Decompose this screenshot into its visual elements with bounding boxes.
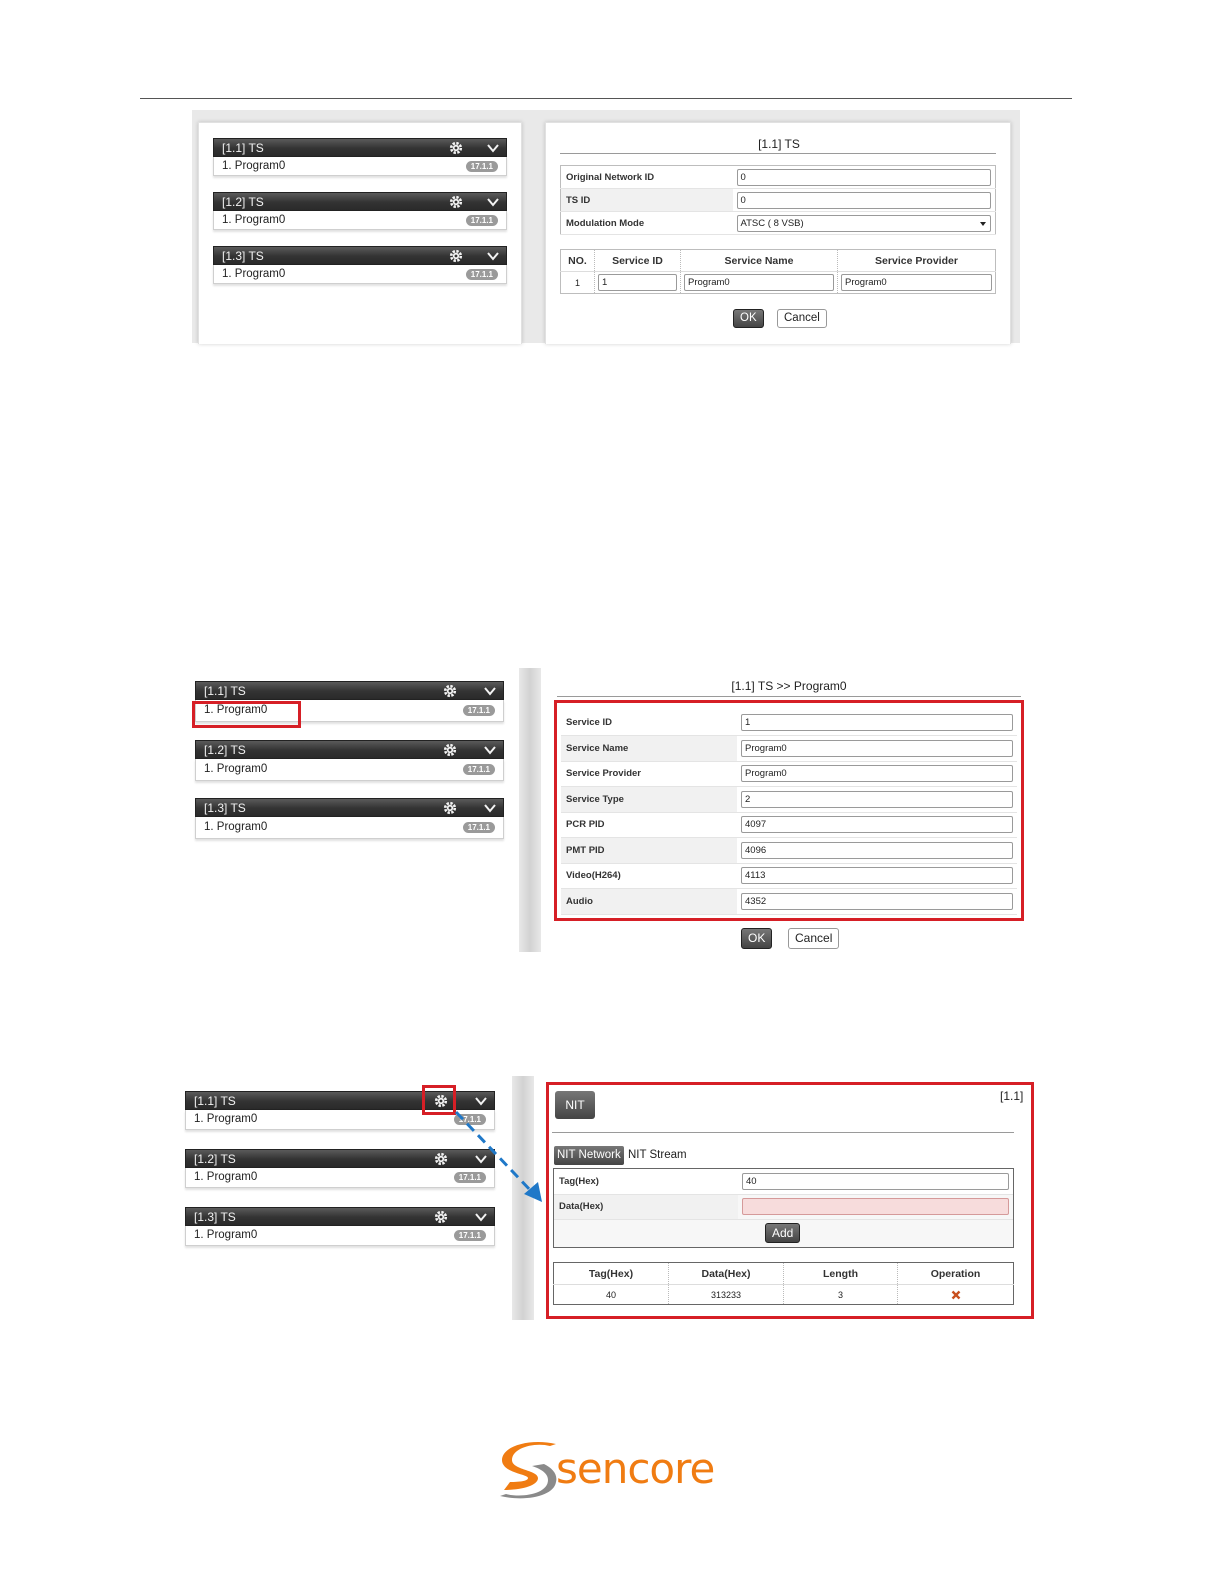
tab-nit-network[interactable]: NIT Network bbox=[554, 1146, 624, 1165]
panel-title: [1.1] TS >> Program0 bbox=[731, 679, 847, 693]
field-label: Modulation Mode bbox=[561, 212, 733, 235]
cancel-button[interactable]: Cancel bbox=[788, 928, 839, 949]
pmt-pid-input[interactable]: 4096 bbox=[741, 842, 1013, 859]
length-cell: 3 bbox=[784, 1285, 898, 1305]
version-badge: 17.1.1 bbox=[466, 269, 498, 280]
program-row[interactable] bbox=[213, 211, 507, 230]
service-type-input[interactable]: 2 bbox=[741, 791, 1013, 808]
version-badge: 17.1.1 bbox=[463, 705, 495, 716]
ts-header[interactable] bbox=[213, 246, 507, 265]
ts-block-1-3 bbox=[185, 1207, 495, 1246]
program-row[interactable] bbox=[195, 817, 504, 839]
program-label: 1. Program0 bbox=[204, 763, 268, 775]
data-cell: 313233 bbox=[669, 1285, 784, 1305]
version-badge: 17.1.1 bbox=[454, 1230, 486, 1241]
service-name-input[interactable]: Program0 bbox=[741, 740, 1013, 757]
service-provider-input[interactable]: Program0 bbox=[841, 274, 992, 291]
field-label: Service ID bbox=[561, 710, 737, 736]
ts-id-input[interactable]: 0 bbox=[737, 192, 992, 209]
col-header: Service Provider bbox=[838, 250, 996, 272]
program-label: 1. Program0 bbox=[222, 160, 286, 172]
program-row[interactable] bbox=[195, 759, 504, 781]
screenshot-nit-config bbox=[180, 1076, 1036, 1320]
service-provider-input[interactable]: Program0 bbox=[741, 765, 1013, 782]
field-label: Tag(Hex) bbox=[554, 1169, 738, 1194]
ts-form bbox=[560, 165, 996, 235]
screenshot-ts-config bbox=[192, 110, 1020, 343]
version-badge: 17.1.1 bbox=[454, 1114, 486, 1125]
program-label: 1. Program0 bbox=[204, 821, 268, 833]
chevron-down-icon[interactable] bbox=[474, 1210, 488, 1224]
service-table bbox=[560, 249, 996, 294]
col-header: Length bbox=[784, 1263, 898, 1285]
ts-header-label: [1.3] TS bbox=[204, 801, 246, 815]
ts-header-label: [1.1] TS bbox=[222, 141, 264, 155]
field-label: Service Name bbox=[561, 736, 737, 762]
video-pid-input[interactable]: 4113 bbox=[741, 867, 1013, 884]
field-label: Service Type bbox=[561, 787, 737, 813]
program-label: 1. Program0 bbox=[194, 1113, 258, 1125]
highlight-program-form bbox=[554, 700, 1024, 921]
col-header: Data(Hex) bbox=[669, 1263, 784, 1285]
gear-icon[interactable] bbox=[442, 800, 458, 816]
gear-icon[interactable] bbox=[448, 194, 464, 210]
service-id-input[interactable]: 1 bbox=[741, 714, 1013, 731]
panel-title: [1.1] TS bbox=[758, 137, 800, 151]
col-header: Service ID bbox=[595, 250, 681, 272]
page-header-rule bbox=[140, 98, 1072, 99]
gear-icon[interactable] bbox=[448, 140, 464, 156]
ts-header-label: [1.2] TS bbox=[204, 743, 246, 757]
version-badge: 17.1.1 bbox=[454, 1172, 486, 1183]
sencore-logo-text: sencore bbox=[556, 1444, 715, 1493]
ts-detail-panel bbox=[545, 122, 1011, 344]
ts-header[interactable] bbox=[185, 1207, 495, 1226]
ok-button[interactable]: OK bbox=[733, 309, 764, 328]
ts-header[interactable] bbox=[195, 681, 504, 700]
cancel-button[interactable]: Cancel bbox=[777, 309, 827, 328]
program-label: 1. Program0 bbox=[222, 214, 286, 226]
ts-block-1-2 bbox=[195, 740, 504, 781]
chevron-down-icon[interactable] bbox=[483, 801, 497, 815]
modulation-mode-select[interactable]: ATSC ( 8 VSB) bbox=[737, 215, 992, 232]
ts-block-1-1 bbox=[213, 138, 507, 176]
col-header: NO. bbox=[561, 250, 595, 272]
program-row[interactable] bbox=[213, 157, 507, 176]
field-label: PCR PID bbox=[561, 812, 737, 838]
add-button[interactable]: Add bbox=[765, 1223, 800, 1243]
program-row[interactable] bbox=[185, 1226, 495, 1246]
service-name-input[interactable]: Program0 bbox=[684, 274, 834, 291]
field-label: TS ID bbox=[561, 189, 733, 212]
screenshot-program-config bbox=[190, 668, 1026, 952]
ts-header[interactable] bbox=[195, 798, 504, 817]
chevron-down-icon[interactable] bbox=[486, 195, 500, 209]
ts-header[interactable] bbox=[213, 138, 507, 157]
col-header: Operation bbox=[898, 1263, 1014, 1285]
ts-header-label: [1.2] TS bbox=[222, 195, 264, 209]
version-badge: 17.1.1 bbox=[463, 764, 495, 775]
field-label: Data(Hex) bbox=[554, 1194, 738, 1219]
table-row bbox=[561, 272, 996, 294]
field-label: Original Network ID bbox=[561, 166, 733, 189]
program-label: 1. Program0 bbox=[204, 704, 268, 716]
pcr-pid-input[interactable]: 4097 bbox=[741, 816, 1013, 833]
ts-header-label: [1.2] TS bbox=[194, 1152, 236, 1166]
title-divider bbox=[560, 153, 996, 154]
service-id-input[interactable]: 1 bbox=[598, 274, 677, 291]
ts-header[interactable] bbox=[185, 1149, 495, 1168]
gear-icon[interactable] bbox=[448, 248, 464, 264]
version-badge: 17.1.1 bbox=[466, 161, 498, 172]
ts-header[interactable] bbox=[213, 192, 507, 211]
gear-icon[interactable] bbox=[442, 742, 458, 758]
ts-block-1-2 bbox=[185, 1149, 495, 1188]
ts-block-1-3 bbox=[213, 246, 507, 284]
gear-icon[interactable] bbox=[433, 1209, 449, 1225]
chevron-down-icon[interactable] bbox=[486, 141, 500, 155]
pointer-arrow bbox=[450, 1106, 550, 1206]
ts-header-label: [1.3] TS bbox=[194, 1210, 236, 1224]
ts-header-label: [1.3] TS bbox=[222, 249, 264, 263]
ts-header[interactable] bbox=[195, 740, 504, 759]
field-label: Audio bbox=[561, 889, 737, 915]
tag-hex-input[interactable]: 40 bbox=[742, 1173, 1009, 1190]
program-label: 1. Program0 bbox=[194, 1229, 258, 1241]
program-label: 1. Program0 bbox=[194, 1171, 258, 1183]
original-network-id-input[interactable]: 0 bbox=[737, 169, 992, 186]
tag-cell: 40 bbox=[554, 1285, 669, 1305]
version-badge: 17.1.1 bbox=[466, 215, 498, 226]
chevron-down-icon[interactable] bbox=[486, 249, 500, 263]
version-badge: 17.1.1 bbox=[463, 822, 495, 833]
ts-block-1-2 bbox=[213, 192, 507, 230]
field-label: PMT PID bbox=[561, 838, 737, 864]
ts-block-1-3 bbox=[195, 798, 504, 839]
chevron-down-icon[interactable] bbox=[483, 684, 497, 698]
title-divider bbox=[557, 696, 1021, 697]
nit-button[interactable]: NIT bbox=[555, 1091, 595, 1119]
program-label: 1. Program0 bbox=[222, 268, 286, 280]
program-row[interactable] bbox=[185, 1168, 495, 1188]
highlight-nit-panel bbox=[546, 1082, 1034, 1319]
row-number: 1 bbox=[561, 272, 595, 294]
col-header: Tag(Hex) bbox=[554, 1263, 669, 1285]
field-label: Video(H264) bbox=[561, 863, 737, 889]
ts-list-panel bbox=[198, 122, 522, 344]
gear-icon[interactable] bbox=[433, 1151, 449, 1167]
ok-button[interactable]: OK bbox=[741, 928, 772, 949]
ts-header-label: [1.1] TS bbox=[194, 1094, 236, 1108]
audio-pid-input[interactable]: 4352 bbox=[741, 893, 1013, 910]
ts-id-label: [1.1] bbox=[1000, 1089, 1024, 1103]
gear-icon[interactable] bbox=[442, 683, 458, 699]
col-header: Service Name bbox=[681, 250, 838, 272]
chevron-down-icon[interactable] bbox=[483, 743, 497, 757]
highlight-program-row bbox=[192, 701, 301, 728]
program-row[interactable] bbox=[213, 265, 507, 284]
field-label: Service Provider bbox=[561, 761, 737, 787]
panel-splitter[interactable] bbox=[519, 668, 541, 952]
ts-header-label: [1.1] TS bbox=[204, 684, 246, 698]
tab-nit-stream[interactable]: NIT Stream bbox=[628, 1149, 687, 1161]
